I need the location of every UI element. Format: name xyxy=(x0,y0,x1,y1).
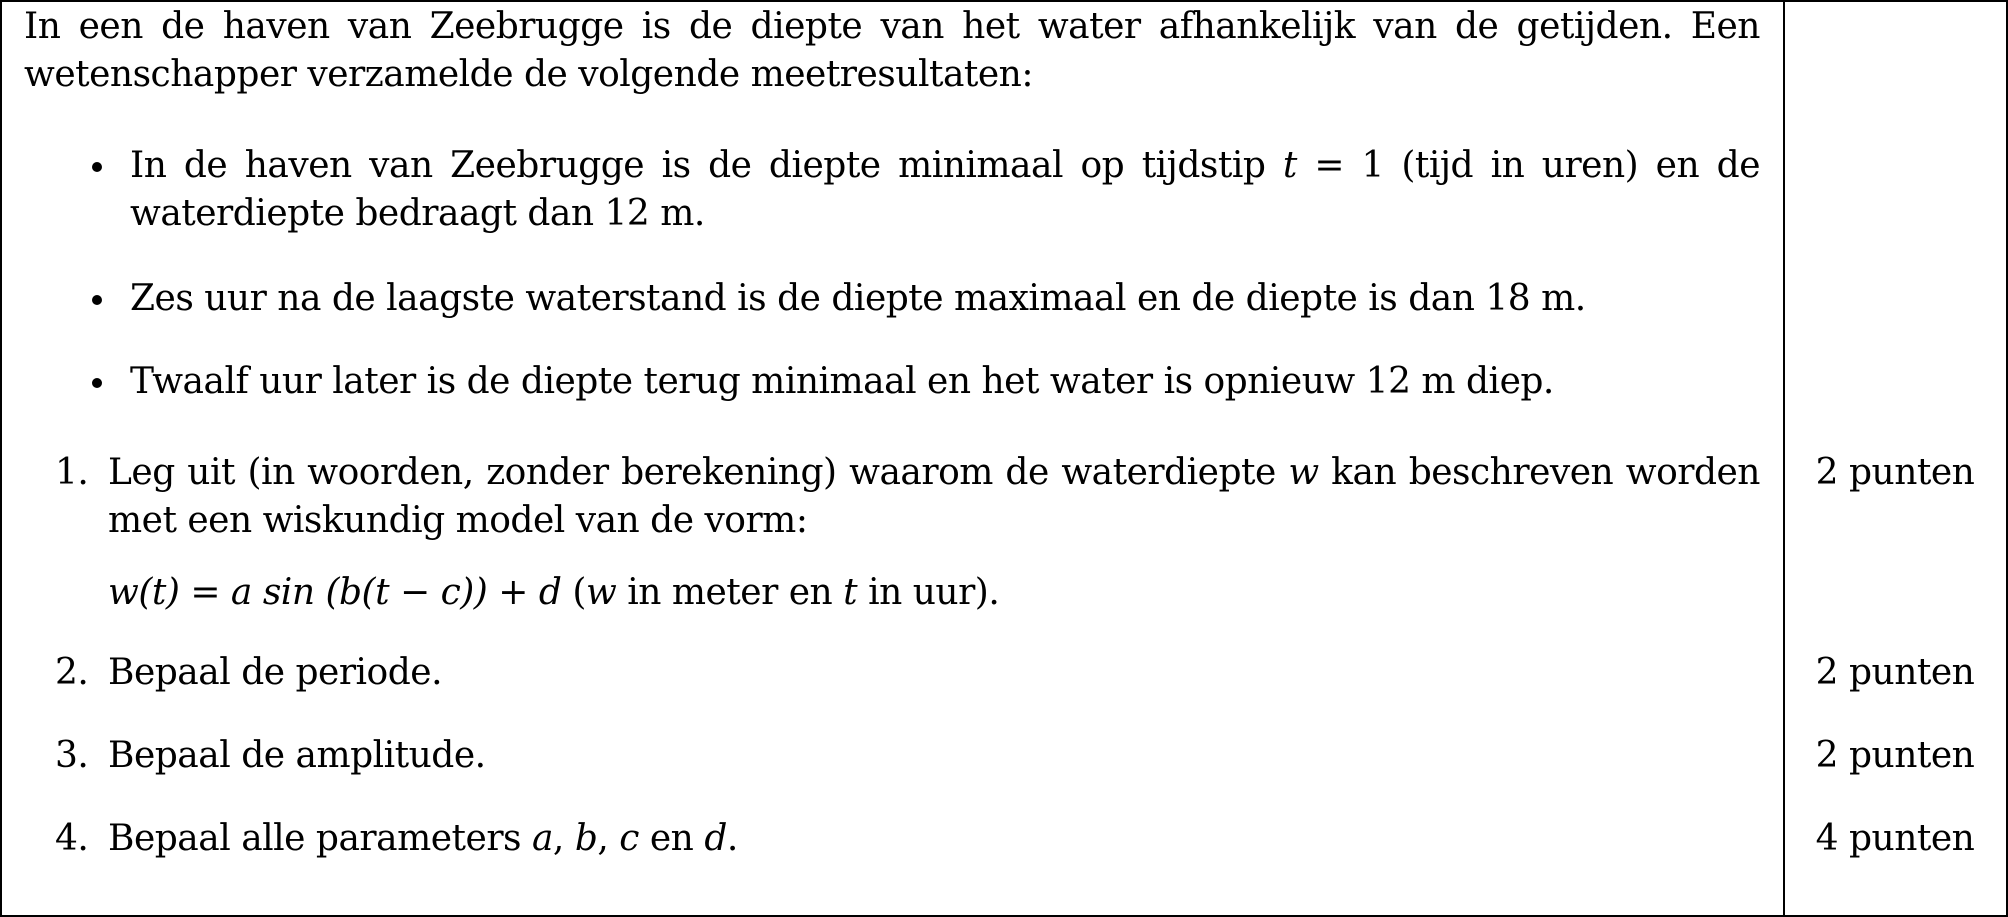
question-2-text: Bepaal de periode. xyxy=(108,652,443,693)
param-sep-2: , xyxy=(597,818,620,859)
bullet-2-text: Zes uur na de laagste waterstand is de diepte maximaal en de diepte is dan 18 m. xyxy=(130,278,1586,319)
bullet-1-var-t: t xyxy=(1282,145,1297,186)
question-1-var-w: w xyxy=(1288,452,1319,493)
question-3-points: 2 punten xyxy=(1815,735,1975,776)
bullet-1-line-2: waterdiepte bedraagt dan 12 m. xyxy=(130,193,705,234)
formula-note-open: ( xyxy=(561,572,586,613)
question-1-line-2: met een wiskundig model van de vorm: xyxy=(108,500,808,541)
question-4-text-pre: Bepaal alle parameters xyxy=(108,818,532,859)
param-sep-3: en xyxy=(638,818,705,859)
question-2-points: 2 punten xyxy=(1815,652,1975,693)
bullet-1-line-1 xyxy=(130,145,1761,186)
bullet-dot-3 xyxy=(92,378,102,388)
model-formula: w(t) = a sin (b(t − c)) + d xyxy=(108,572,562,613)
param-d: d xyxy=(704,818,727,859)
question-3-number: 3. xyxy=(55,735,89,776)
question-4-number: 4. xyxy=(55,818,89,859)
bullet-1-text-a: In de haven van Zeebrugge is de diepte minimaal op tijdstip xyxy=(130,145,1283,186)
intro-line-2: wetenschapper verzamelde de volgende meetresultaten: xyxy=(24,54,1033,95)
formula-note-end: in uur). xyxy=(857,572,1000,613)
question-4-text-end: . xyxy=(726,818,738,859)
formula-note-mid: in meter en xyxy=(616,572,844,613)
question-1-line-1 xyxy=(108,452,1760,493)
question-4-text xyxy=(108,818,738,859)
bullet-dot-1 xyxy=(92,162,102,172)
formula-note-var-t: t xyxy=(843,572,858,613)
param-c: c xyxy=(619,818,639,859)
param-b: b xyxy=(574,818,598,859)
question-1-formula-line xyxy=(108,572,1000,613)
bullet-1-text-b: = 1 (tijd in uren) en de xyxy=(1296,145,1761,186)
formula-note-var-w: w xyxy=(585,572,617,613)
bullet-dot-2 xyxy=(92,295,102,305)
question-1-text-a: Leg uit (in woorden, zonder berekening) waarom de waterdiepte xyxy=(108,452,1289,493)
intro-line-1: In een de haven van Zeebrugge is de diepte van het water afhankelijk van de getijden. Een xyxy=(24,6,1760,47)
question-1-number: 1. xyxy=(55,452,89,493)
param-sep-1: , xyxy=(552,818,575,859)
question-1-points: 2 punten xyxy=(1815,452,1975,493)
question-4-points: 4 punten xyxy=(1815,818,1975,859)
param-a: a xyxy=(531,818,553,859)
question-1-text-b: kan beschreven worden xyxy=(1318,452,1760,493)
bullet-3-text: Twaalf uur later is de diepte terug minimaal en het water is opnieuw 12 m diep. xyxy=(130,361,1554,402)
question-3-text: Bepaal de amplitude. xyxy=(108,735,486,776)
question-2-number: 2. xyxy=(55,652,89,693)
